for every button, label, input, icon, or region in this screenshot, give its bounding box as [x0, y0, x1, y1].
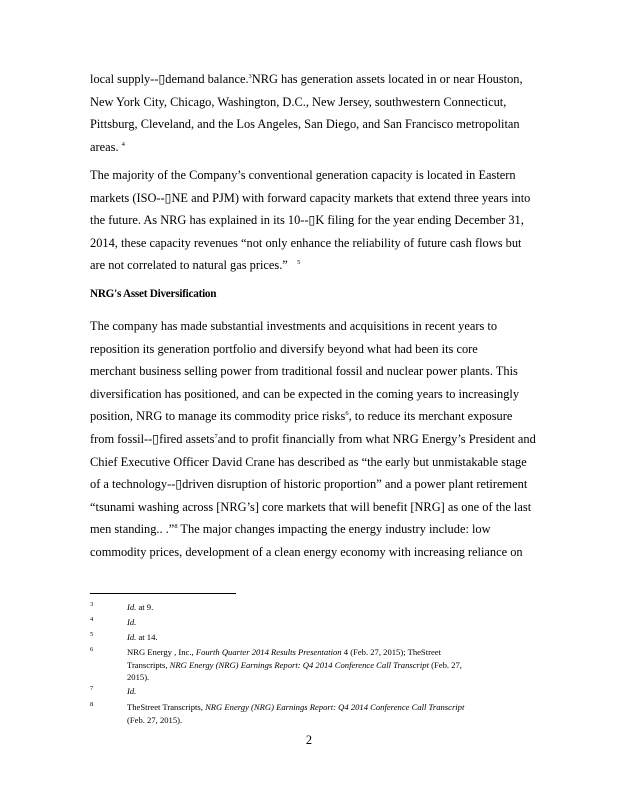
footnote-ref: 8 [174, 523, 178, 531]
footnote-number: 4 [90, 616, 94, 623]
text-line: men standing.. .”$^8$ The major changes impacting the energy industry include: low [90, 522, 491, 537]
text-line: areas. $^4$ [90, 139, 125, 154]
footnote-ref: 7 [214, 432, 218, 440]
footnote-number: 3 [90, 601, 94, 608]
text-line: diversification has positioned, and can be expected in the coming years to increasingly [90, 386, 520, 401]
text-line: New York City, Chicago, Washington, D.C., New Jersey, southwestern Connecticut, [90, 94, 507, 109]
text-line: are not correlated to natural gas prices.” $^5$ [90, 258, 301, 273]
footnote-3: 3 Id. at 9. [90, 601, 154, 612]
text-line: of a technology--▯driven disruption of historic proportion” and a power plant retirement [90, 477, 528, 492]
text-line: local supply--▯demand balance.$^3$NRG has generation assets located in or near Houston, [90, 72, 523, 86]
footnote-ref: 3 [248, 73, 252, 80]
footnote-number: 8 [90, 701, 94, 708]
text-line: from fossil--▯fired assets$^7$and to profit financially from what NRG Energy’s President and [90, 431, 536, 446]
footnote-number: 6 [90, 646, 94, 653]
text-line: reposition its generation portfolio and diversify beyond what had been its core [90, 341, 478, 356]
footnote-6: 6 NRG Energy , Inc., Fourth Quarter 2014 Results Presentation 4 (Feb. 27, 2015); TheStreet Transcripts, NRG Energy (NRG) Earnings Report: Q4 2014 Conference Call Transcript (Feb. 27, 2015). [90, 646, 462, 682]
text-line: The majority of the Company’s conventional generation capacity is located in Eastern [90, 168, 516, 182]
paragraph-3 [90, 315, 536, 564]
paragraph-1 [90, 68, 530, 158]
footnote-separator [90, 593, 236, 594]
footnote-number: 7 [90, 685, 94, 692]
footnote-4: 4 Id. [90, 616, 137, 627]
footnote-ref: 4 [121, 140, 125, 148]
text-line: commodity prices, development of a clean energy economy with increasing reliance on [90, 544, 523, 559]
footnote-8: 8 TheStreet Transcripts, NRG Energy (NRG) Earnings Report: Q4 2014 Conference Call Transcript (Feb. 27, 2015). [90, 701, 465, 725]
text-line: markets (ISO--▯NE and PJM) with forward capacity markets that extend three years into [90, 190, 531, 205]
paragraph-2 [90, 164, 530, 277]
text-line: Pittsburg, Cleveland, and the Los Angeles, San Diego, and San Francisco metropolitan [90, 117, 520, 132]
footnote-number: 5 [90, 631, 94, 638]
text-line: position, NRG to manage its commodity price risks$^6$, to reduce its merchant exposure [90, 409, 513, 424]
text-line: Chief Executive Officer David Crane has described as “the early but unmistakable stage [90, 454, 527, 469]
footnote-7: 7 Id. [90, 685, 137, 696]
section-heading: NRG's Asset Diversification [90, 288, 217, 300]
page-number: 2 [305, 733, 313, 747]
text-line: 2014, these capacity revenues “not only enhance the reliability of future cash flows but [90, 235, 522, 250]
footnote-5: 5 Id. at 14. [90, 631, 158, 642]
text-line: the future. As NRG has explained in its 10--▯K filing for the year ending December 31, [90, 213, 524, 228]
footnote-ref: 5 [297, 259, 301, 267]
footnote-ref: 6 [345, 410, 349, 418]
text-line: The company has made substantial investments and acquisitions in recent years to [90, 319, 498, 333]
text-line: “tsunami washing across [NRG’s] core markets that will benefit [NRG] as one of the last [90, 499, 532, 514]
text-line: merchant business selling power from traditional fossil and nuclear power plants. This [90, 364, 518, 379]
